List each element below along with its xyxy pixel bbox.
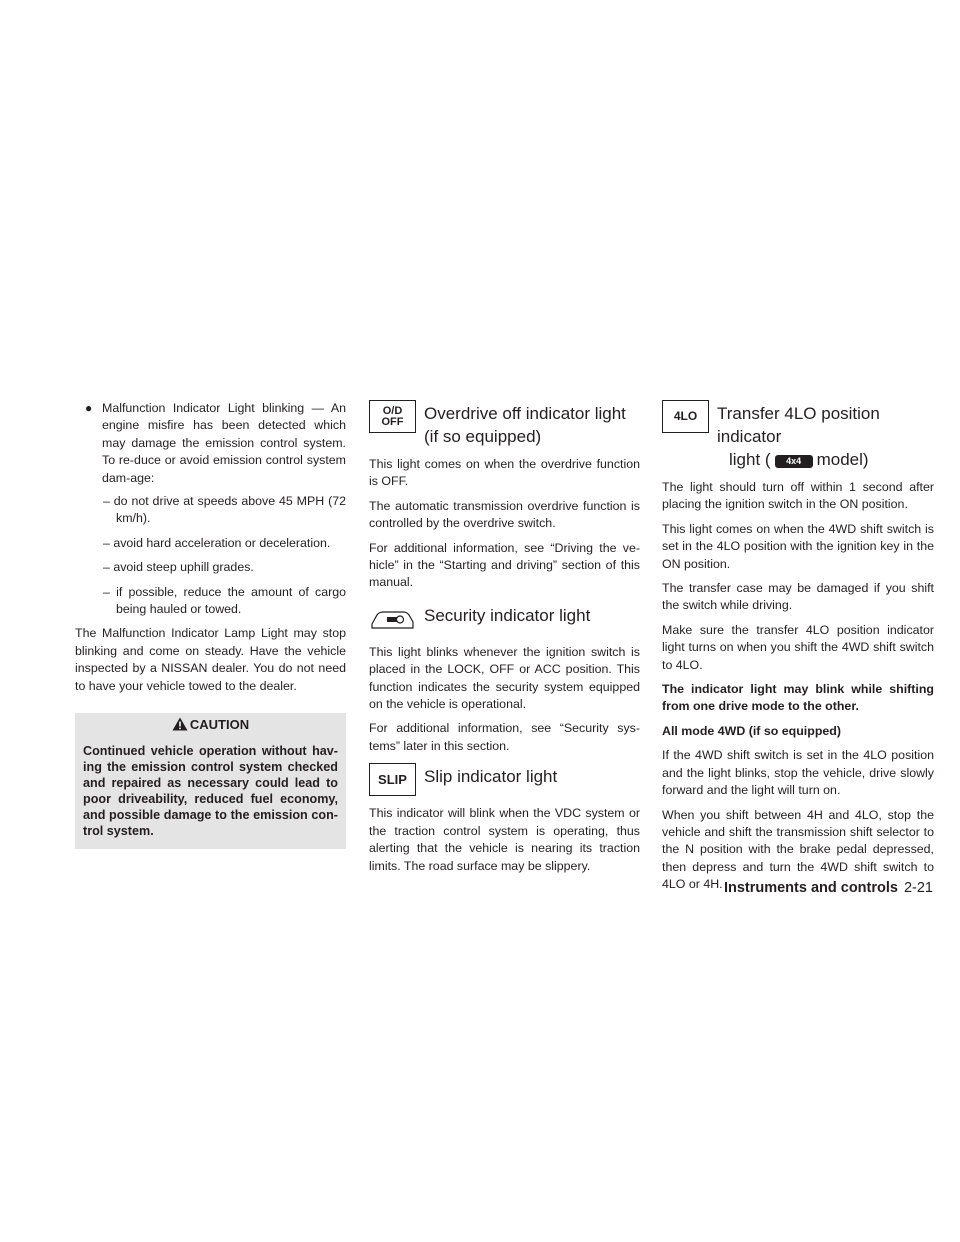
overdrive-title: Overdrive off indicator light (if so equipped) <box>424 404 626 446</box>
page-number: 2-21 <box>903 880 933 896</box>
security-title: Security indicator light <box>424 605 591 625</box>
security-car-icon <box>369 602 416 635</box>
paragraph: This light comes on when the 4WD shift switch is set in the 4LO position with the ignition key in the ON position. <box>662 521 934 571</box>
caution-box <box>75 713 346 849</box>
transfer-4lo-icon: 4LO <box>662 400 709 433</box>
paragraph: This light comes on when the overdrive function is OFF. <box>369 457 640 489</box>
transfer-title-line2 <box>717 448 934 471</box>
od-icon-line1: O/D <box>382 404 403 417</box>
slip-icon: SLIP <box>369 763 416 796</box>
page-footer <box>724 880 933 896</box>
caution-heading <box>83 713 338 737</box>
paragraph: The Malfunction Indicator Lamp Light may stop blinking and come on steady. Have the vehicle inspected by a NISSAN dealer. You do not need to have your vehicle towed to the dealer. <box>75 626 346 693</box>
column-1 <box>75 400 346 849</box>
dash-item: – avoid hard acceleration or deceleration. <box>103 535 331 550</box>
title-part: light ( <box>729 450 771 469</box>
paragraph: The transfer case may be damaged if you shift the switch while driving. <box>662 581 934 613</box>
paragraph: The automatic transmission overdrive function is controlled by the overdrive switch. <box>369 498 640 531</box>
paragraph: For additional information, see “Driving the ve-hicle” in the “Starting and driving” section of this manual. <box>369 540 640 590</box>
caution-title: CAUTION <box>189 717 250 733</box>
caution-text: Continued vehicle operation without hav-ing the emission control system checked and repaired as necessary could lead to poor driveability, reduced fuel economy, and possible damage to the emission con-trol system. <box>83 744 338 839</box>
dash-item: – if possible, reduce the amount of cargo being hauled or towed. <box>103 584 346 617</box>
paragraph: If the 4WD shift switch is set in the 4LO position and the light blinks, stop the vehicle, drive slowly forward and the light will turn on. <box>662 748 934 798</box>
bullet-item <box>75 400 346 487</box>
overdrive-heading <box>369 400 640 448</box>
subheading: All mode 4WD (if so equipped) <box>662 723 841 738</box>
overdrive-off-icon <box>369 400 416 433</box>
transfer-title <box>717 400 934 471</box>
title-part: model) <box>816 450 869 469</box>
dash-item: – avoid steep uphill grades. <box>103 560 254 575</box>
paragraph: The light should turn off within 1 second after placing the ignition switch in the ON position. <box>662 480 934 512</box>
paragraph: For additional information, see “Security sys-tems” later in this section. <box>369 721 640 753</box>
warning-icon <box>172 717 188 731</box>
bold-paragraph: The indicator light may blink while shifting from one drive mode to the other. <box>662 682 934 714</box>
bullet-text: Malfunction Indicator Light blinking — An engine misfire has been detected which may damage the emission control system. To re-duce or avoid emission control system dam-age: <box>102 401 346 485</box>
transfer-heading <box>662 400 934 471</box>
bullet-icon: ● <box>85 401 93 415</box>
slip-heading <box>369 763 640 797</box>
slip-title: Slip indicator light <box>424 767 558 787</box>
paragraph: This light blinks whenever the ignition switch is placed in the LOCK, OFF or ACC position. This function indicates the security system equipped on the vehicle is operational. <box>369 644 640 712</box>
paragraph: Make sure the transfer 4LO position indicator light turns on when you shift the 4WD shift switch to 4LO. <box>662 622 934 672</box>
security-heading <box>369 602 640 636</box>
transfer-title-line1: Transfer 4LO position indicator <box>717 404 880 446</box>
4x4-badge-icon: 4x4 <box>775 455 813 468</box>
paragraph: This indicator will blink when the VDC system or the traction control system is operating, thus alerting that the vehicle is nearing its traction limits. The road surface may be slippery. <box>369 806 640 873</box>
section-name: Instruments and controls <box>723 880 898 896</box>
od-icon-line2: OFF <box>381 415 404 428</box>
column-3 <box>662 400 934 901</box>
column-2 <box>369 400 640 882</box>
paragraph: When you shift between 4H and 4LO, stop the vehicle and shift the transmission shift selector to the N position with the brake pedal depressed, then depress and turn the 4WD shift switch to 4LO or 4H. <box>662 807 934 892</box>
dash-item: – do not drive at speeds above 45 MPH (72 km/h). <box>103 494 346 526</box>
